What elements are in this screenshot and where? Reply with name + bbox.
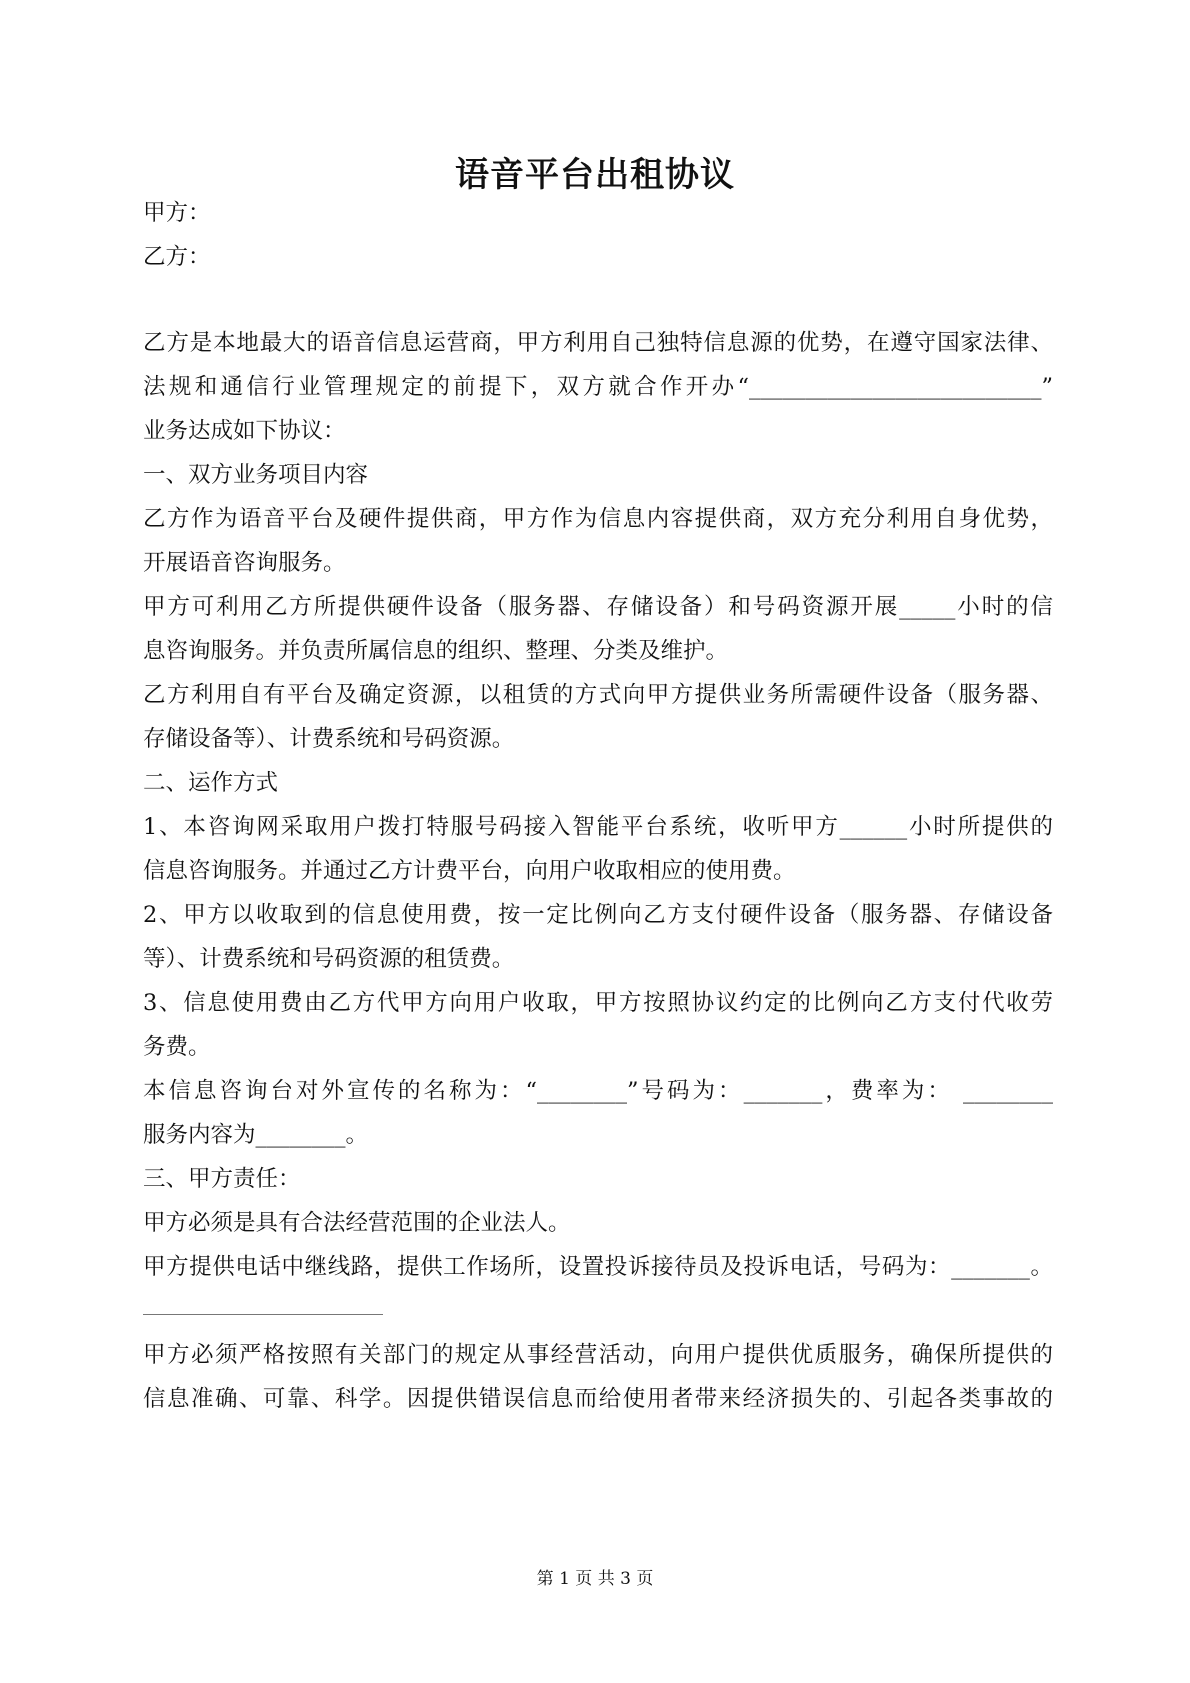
paragraph-line: 等）、计费系统和号码资源的租赁费。 — [143, 946, 515, 972]
paragraph-line: 息咨询服务。并负责所属信息的组织、整理、分类及维护。 — [143, 638, 729, 664]
section-heading: 一、双方业务项目内容 — [143, 462, 369, 488]
section-heading: 二、运作方式 — [143, 770, 279, 796]
paragraph-line: 3、信息使用费由乙方代甲方向用户收取，甲方按照协议约定的比例向乙方支付代收劳 — [143, 990, 1053, 1016]
paragraph-line: 业务达成如下协议： — [143, 418, 346, 444]
paragraph-line: 信息准确、可靠、科学。因提供错误信息而给使用者带来经济损失的、引起各类事故的 — [143, 1386, 1053, 1412]
paragraph-line: 乙方利用自有平台及确定资源，以租赁的方式向甲方提供业务所需硬件设备（服务器、 — [143, 682, 1053, 708]
paragraph-line: 开展语音咨询服务。 — [143, 550, 346, 576]
paragraph-line: 法规和通信行业管理规定的前提下，双方就合作开办“__________________________” — [143, 374, 1053, 400]
page-indicator: 第 1 页 共 3 页 — [536, 1569, 654, 1589]
paragraph-line: 本信息咨询台对外宣传的名称为：“________”号码为：_______，费率为： ________ — [143, 1078, 1053, 1104]
paragraph-line: 存储设备等）、计费系统和号码资源。 — [143, 726, 515, 752]
paragraph-line: 服务内容为________。 — [143, 1122, 369, 1148]
paragraph-line: 信息咨询服务。并通过乙方计费平台，向用户收取相应的使用费。 — [143, 858, 796, 884]
document-title: 语音平台出租协议 — [455, 155, 735, 195]
paragraph-line: 务费。 — [143, 1034, 211, 1060]
section-heading: 三、甲方责任： — [143, 1166, 301, 1192]
paragraph-line: 甲方必须是具有合法经营范围的企业法人。 — [143, 1210, 571, 1236]
footnote-divider — [143, 1314, 383, 1315]
paragraph-line: 乙方作为语音平台及硬件提供商，甲方作为信息内容提供商，双方充分利用自身优势， — [143, 506, 1053, 532]
party-a-label: 甲方： — [143, 200, 211, 226]
paragraph-line: 甲方提供电话中继线路，提供工作场所，设置投诉接待员及投诉电话，号码为：_______。 — [143, 1254, 1053, 1280]
party-b-label: 乙方： — [143, 244, 211, 270]
paragraph-line: 甲方可利用乙方所提供硬件设备（服务器、存储设备）和号码资源开展_____小时的信 — [143, 594, 1053, 620]
paragraph-line: 乙方是本地最大的语音信息运营商，甲方利用自己独特信息源的优势，在遵守国家法律、 — [143, 330, 1053, 356]
paragraph-line: 甲方必须严格按照有关部门的规定从事经营活动，向用户提供优质服务，确保所提供的 — [143, 1342, 1053, 1368]
paragraph-line: 1、本咨询网采取用户拨打特服号码接入智能平台系统，收听甲方______小时所提供的 — [143, 814, 1053, 840]
paragraph-line: 2、甲方以收取到的信息使用费，按一定比例向乙方支付硬件设备（服务器、存储设备 — [143, 902, 1053, 928]
